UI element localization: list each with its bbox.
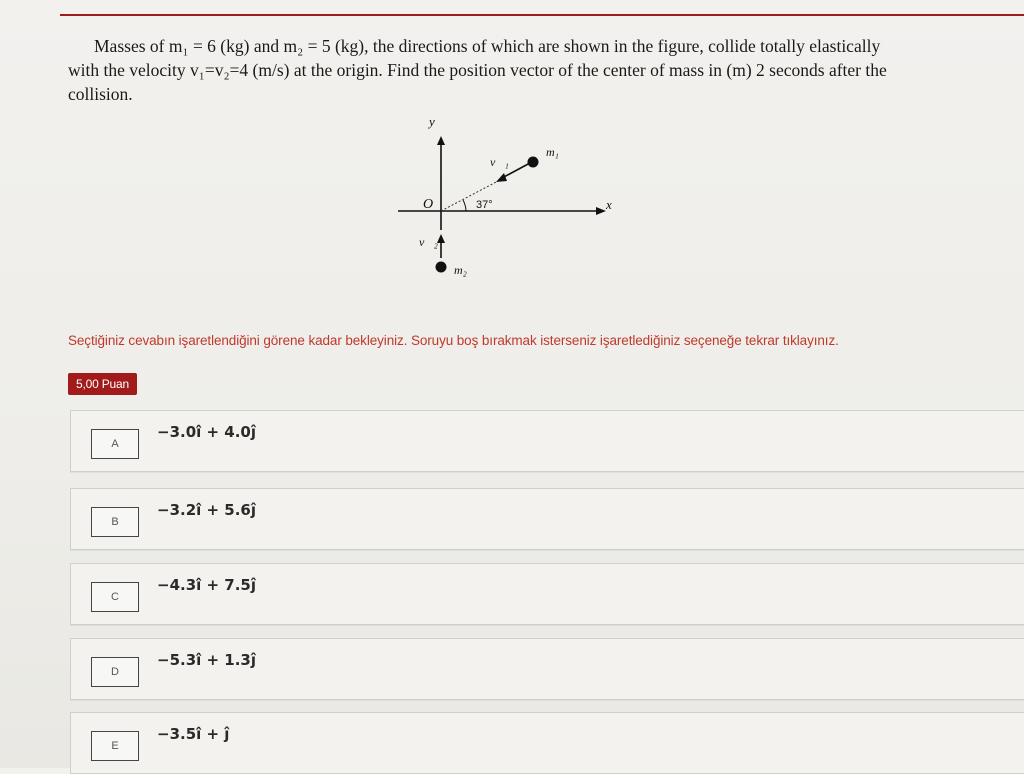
option-letter-e[interactable]: E [91, 731, 139, 761]
option-d[interactable] [70, 638, 1024, 700]
angle-arc [463, 200, 466, 211]
top-divider [60, 14, 1024, 16]
origin-label: O [423, 197, 434, 212]
option-text-c[interactable]: −4.3î + 7.5ĵ [157, 576, 257, 594]
x-axis-label: x [606, 197, 612, 212]
instruction-notice: Seçtiğiniz cevabın işaretlendiğini görene kadar bekleyiniz. Soruyu boş bırakmak isterseniz işaretlediğiniz seçeneğe tekrar tıklayınız. [68, 333, 839, 348]
v2-arrow-head [437, 234, 445, 243]
option-letter-c[interactable]: C [91, 582, 139, 612]
question-text: Masses of m₁ = 6 (kg) and m₂ = 5 (kg), the directions of which are shown in the figure, collide totally elastically with the velocity v₁=v₂=4 (m/s) at the origin. Find the position vector of the center of mass in (m) 2 seconds after the collision. [68, 36, 887, 104]
y-axis-label: y [429, 114, 435, 129]
question-figure [380, 110, 640, 285]
option-letter-a[interactable]: A [91, 429, 139, 459]
option-text-d[interactable]: −5.3î + 1.3ĵ [157, 651, 257, 669]
option-b[interactable] [70, 488, 1024, 550]
m1-dot [528, 157, 539, 168]
option-text-b[interactable]: −3.2î + 5.6ĵ [157, 501, 257, 519]
m2-label: m₂ [454, 263, 467, 277]
angle-label: 37° [476, 199, 493, 211]
option-a[interactable] [70, 410, 1024, 472]
m2-dot [436, 262, 447, 273]
option-text-e[interactable]: −3.5î + ĵ [157, 725, 230, 743]
v1-label: v⃗₁ [490, 155, 509, 169]
option-letter-b[interactable]: B [91, 507, 139, 537]
y-axis-arrow [437, 136, 445, 145]
x-axis-arrow [596, 207, 606, 215]
v2-label: v⃗₂ [419, 235, 438, 249]
option-letter-d[interactable]: D [91, 657, 139, 687]
m1-label: m₁ [546, 145, 559, 159]
option-text-a[interactable]: −3.0î + 4.0ĵ [157, 423, 257, 441]
option-c[interactable] [70, 563, 1024, 625]
option-e[interactable] [70, 712, 1024, 774]
v1-arrow-head [496, 173, 507, 182]
points-badge: 5,00 Puan [68, 373, 137, 395]
